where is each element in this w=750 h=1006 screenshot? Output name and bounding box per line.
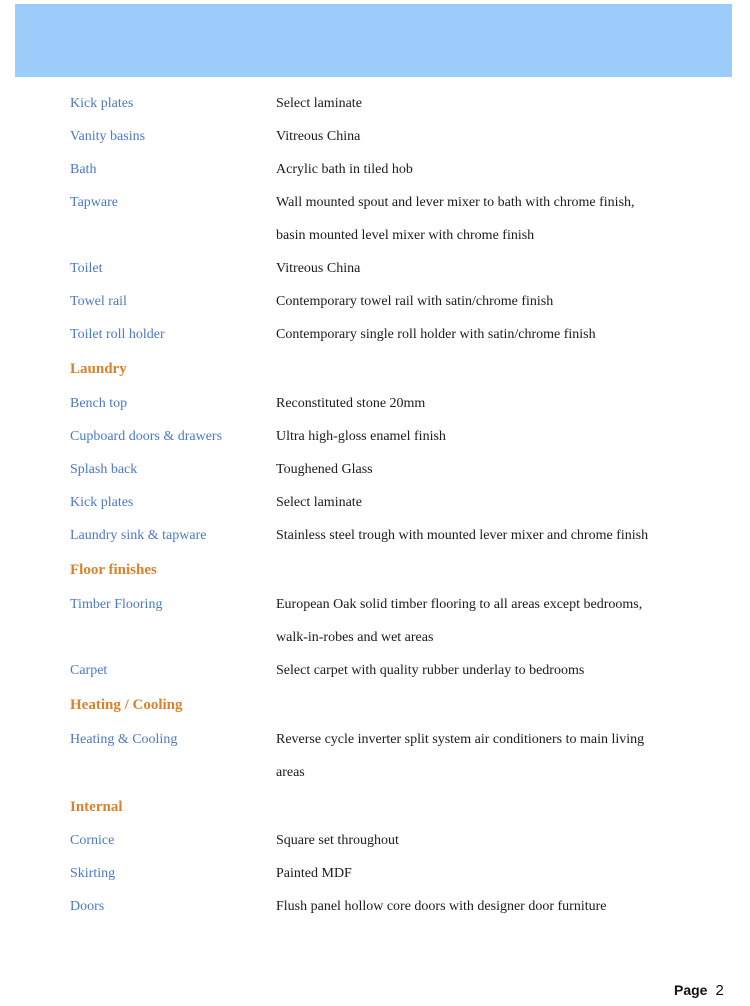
spec-label: Skirting (70, 866, 116, 881)
spec-value: Toughened Glass (276, 462, 373, 477)
spec-value: Square set throughout (276, 833, 399, 848)
spec-row (0, 153, 750, 186)
spec-label: Towel rail (70, 294, 127, 309)
spec-row (0, 318, 750, 351)
spec-value: Select laminate (276, 495, 362, 510)
spec-row (0, 387, 750, 420)
spec-value: Vitreous China (276, 261, 361, 276)
spec-row (0, 519, 750, 552)
spec-value: Vitreous China (276, 129, 361, 144)
section-heading: Heating / Cooling (70, 697, 183, 713)
spec-row (0, 453, 750, 486)
header-band (15, 4, 732, 77)
spec-row-continuation (0, 621, 750, 654)
spec-label: Splash back (70, 462, 138, 477)
spec-label: Cornice (70, 833, 115, 848)
spec-row (0, 588, 750, 621)
spec-value: Select carpet with quality rubber underlay to bedrooms (276, 663, 585, 678)
spec-row (0, 252, 750, 285)
spec-label: Timber Flooring (70, 597, 163, 612)
spec-value: Wall mounted spout and lever mixer to bath with chrome finish, (276, 195, 635, 210)
spec-row-continuation (0, 756, 750, 789)
spec-row (0, 285, 750, 318)
spec-label: Cupboard doors & drawers (70, 429, 223, 444)
page-label: Page (674, 982, 708, 998)
spec-label: Toilet roll holder (70, 327, 165, 342)
spec-label: Bath (70, 162, 97, 177)
spec-label: Doors (70, 899, 105, 914)
spec-row (0, 723, 750, 756)
spec-label: Laundry sink & tapware (70, 528, 207, 543)
spec-row (0, 420, 750, 453)
spec-row (0, 186, 750, 219)
spec-value: Painted MDF (276, 866, 352, 881)
page-footer (674, 982, 724, 1000)
spec-value: European Oak solid timber flooring to all areas except bedrooms, (276, 597, 643, 612)
spec-row (0, 120, 750, 153)
spec-row (0, 87, 750, 120)
spec-row (0, 890, 750, 923)
spec-label: Bench top (70, 396, 128, 411)
spec-row (0, 824, 750, 857)
spec-value: Contemporary towel rail with satin/chrome finish (276, 294, 554, 309)
section-floor-finishes (0, 552, 750, 588)
spec-label: Carpet (70, 663, 108, 678)
section-internal (0, 789, 750, 824)
spec-label: Heating & Cooling (70, 732, 178, 747)
spec-label: Tapware (70, 195, 118, 210)
spec-row-continuation (0, 219, 750, 252)
spec-value: Reverse cycle inverter split system air conditioners to main living (276, 732, 645, 747)
spec-value-continuation: areas (276, 765, 305, 780)
section-laundry (0, 351, 750, 387)
spec-value-continuation: basin mounted level mixer with chrome finish (276, 228, 535, 243)
spec-label: Toilet (70, 261, 103, 276)
spec-content (0, 87, 750, 923)
spec-value: Acrylic bath in tiled hob (276, 162, 413, 177)
spec-label: Kick plates (70, 96, 134, 111)
spec-label: Kick plates (70, 495, 134, 510)
spec-value-continuation: walk-in-robes and wet areas (276, 630, 434, 645)
spec-row (0, 857, 750, 890)
spec-value: Select laminate (276, 96, 362, 111)
page-number: 2 (715, 982, 724, 999)
spec-row (0, 654, 750, 687)
spec-value: Flush panel hollow core doors with designer door furniture (276, 899, 607, 914)
section-heading: Internal (70, 799, 123, 815)
spec-row (0, 486, 750, 519)
section-heating-cooling (0, 687, 750, 723)
spec-value: Stainless steel trough with mounted lever mixer and chrome finish (276, 528, 649, 543)
spec-value: Ultra high-gloss enamel finish (276, 429, 446, 444)
section-heading: Laundry (70, 361, 127, 377)
spec-label: Vanity basins (70, 129, 146, 144)
section-heading: Floor finishes (70, 562, 157, 578)
spec-value: Reconstituted stone 20mm (276, 396, 426, 411)
spec-value: Contemporary single roll holder with satin/chrome finish (276, 327, 596, 342)
